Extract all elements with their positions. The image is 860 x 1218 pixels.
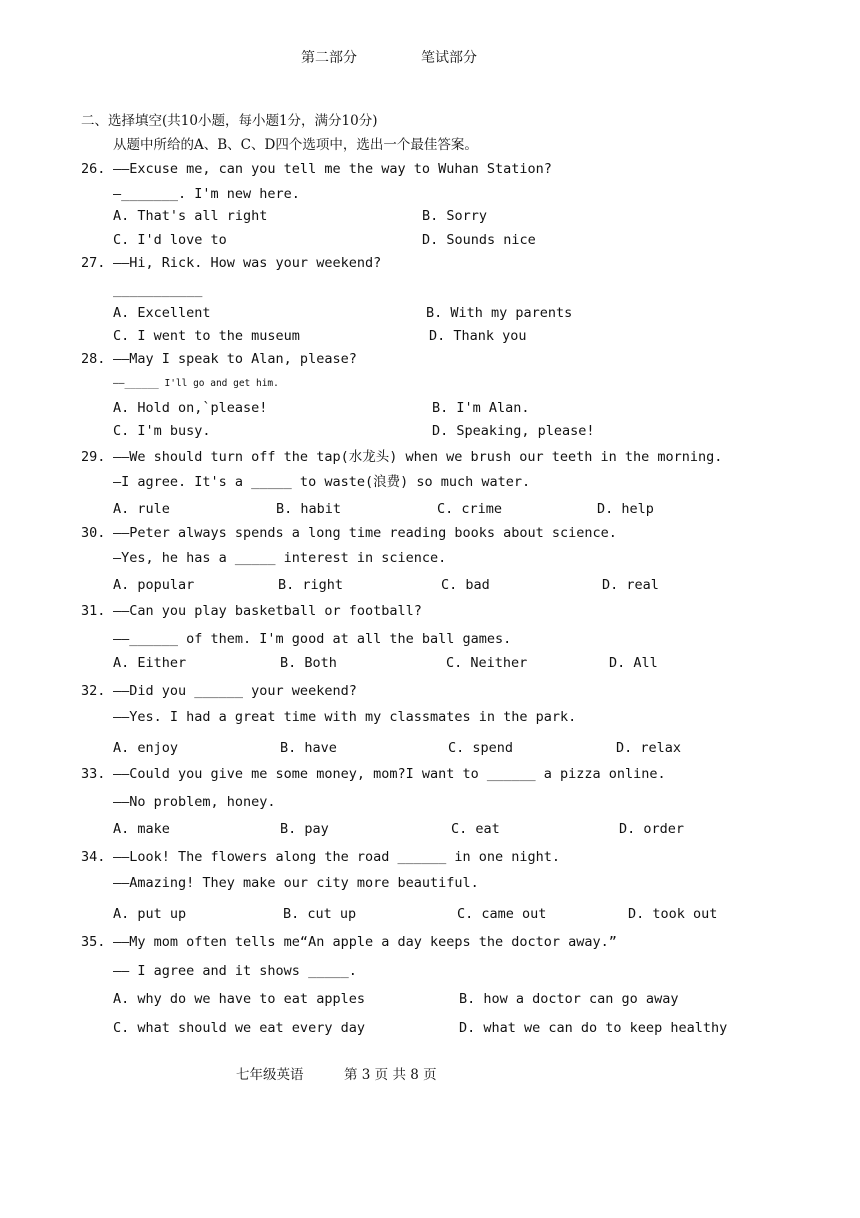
- footer-page-number: 第 3 页 共 8 页: [344, 1067, 437, 1083]
- option-d: D. help: [597, 501, 654, 517]
- question-number: 29.: [81, 449, 106, 465]
- question-prompt: ——May I speak to Alan, please?: [113, 351, 357, 367]
- question-number: 33.: [81, 766, 106, 782]
- option-a: A. put up: [113, 906, 187, 922]
- option-a: A. why do we have to eat apples: [113, 991, 365, 1007]
- question-prompt: ——Did you ______ your weekend?: [113, 683, 357, 699]
- option-a: A. Excellent: [113, 305, 211, 321]
- option-a: A. popular: [113, 577, 195, 593]
- question-number: 31.: [81, 603, 106, 619]
- option-c: C. I went to the museum: [113, 328, 300, 344]
- question-prompt: ——Hi, Rick. How was your weekend?: [113, 255, 382, 271]
- question-number: 27.: [81, 255, 106, 271]
- option-a: A. That's all right: [113, 208, 268, 224]
- option-d: D. order: [619, 821, 685, 837]
- question-response: —Yes, he has a _____ interest in science.: [113, 550, 447, 566]
- option-b: B. how a doctor can go away: [459, 991, 679, 1007]
- option-b: B. With my parents: [426, 305, 573, 321]
- option-c: C. came out: [457, 906, 547, 922]
- question-number: 30.: [81, 525, 106, 541]
- question-prompt: ——Could you give me some money, mom?I want to ______ a pizza online.: [113, 766, 666, 782]
- option-c: C. bad: [441, 577, 490, 593]
- option-b: B. habit: [276, 501, 342, 517]
- option-c: C. I'm busy.: [113, 423, 211, 439]
- option-d: D. took out: [628, 906, 718, 922]
- section-heading: 二、选择填空(共10小题，每小题1分，满分10分): [81, 113, 378, 129]
- section-instruction: 从题中所给的A、B、C、D四个选项中，选出一个最佳答案。: [113, 137, 478, 153]
- option-b: B. right: [278, 577, 344, 593]
- footer-subject: 七年级英语: [236, 1067, 304, 1083]
- option-b: B. pay: [280, 821, 329, 837]
- option-b: B. cut up: [283, 906, 357, 922]
- option-c: C. spend: [448, 740, 514, 756]
- part-title: 第二部分: [301, 50, 357, 66]
- option-c: C. crime: [437, 501, 503, 517]
- option-a: A. rule: [113, 501, 170, 517]
- answer-blank: ___________: [113, 282, 203, 298]
- option-a: A. Either: [113, 655, 187, 671]
- question-response: ——Amazing! They make our city more beautiful.: [113, 875, 479, 891]
- option-d: D. All: [609, 655, 658, 671]
- option-d: D. what we can do to keep healthy: [459, 1020, 728, 1036]
- question-prompt: ——My mom often tells me“An apple a day keeps the doctor away.”: [113, 934, 617, 950]
- option-a: A. enjoy: [113, 740, 179, 756]
- option-b: B. have: [280, 740, 337, 756]
- option-d: D. Speaking, please!: [432, 423, 595, 439]
- option-a: A. Hold on,`please!: [113, 400, 268, 416]
- question-response: ——No problem, honey.: [113, 794, 276, 810]
- question-response: —— I agree and it shows _____.: [113, 963, 357, 979]
- option-d: D. Sounds nice: [422, 232, 536, 248]
- question-prompt: ——We should turn off the tap(水龙头) when we brush our teeth in the morning.: [113, 449, 723, 465]
- question-prompt: ——Excuse me, can you tell me the way to Wuhan Station?: [113, 161, 552, 177]
- part-subtitle: 笔试部分: [421, 50, 477, 66]
- option-c: C. what should we eat every day: [113, 1020, 365, 1036]
- question-number: 32.: [81, 683, 106, 699]
- option-c: C. Neither: [446, 655, 528, 671]
- option-b: B. Sorry: [422, 208, 488, 224]
- question-response: ——______ I'll go and get him.: [113, 378, 279, 389]
- option-c: C. I'd love to: [113, 232, 227, 248]
- question-prompt: ——Peter always spends a long time reading books about science.: [113, 525, 617, 541]
- option-d: D. relax: [616, 740, 682, 756]
- question-response: —_______. I'm new here.: [113, 186, 300, 202]
- option-c: C. eat: [451, 821, 500, 837]
- question-response: ——Yes. I had a great time with my classmates in the park.: [113, 709, 577, 725]
- question-number: 26.: [81, 161, 106, 177]
- option-b: B. Both: [280, 655, 337, 671]
- question-number: 28.: [81, 351, 106, 367]
- question-response: —I agree. It's a _____ to waste(浪费) so much water.: [113, 474, 531, 490]
- option-d: D. Thank you: [429, 328, 527, 344]
- question-number: 34.: [81, 849, 106, 865]
- question-number: 35.: [81, 934, 106, 950]
- option-d: D. real: [602, 577, 659, 593]
- question-response: ——______ of them. I'm good at all the ball games.: [113, 631, 512, 647]
- option-b: B. I'm Alan.: [432, 400, 530, 416]
- question-prompt: ——Look! The flowers along the road ______ in one night.: [113, 849, 561, 865]
- question-prompt: ——Can you play basketball or football?: [113, 603, 422, 619]
- option-a: A. make: [113, 821, 170, 837]
